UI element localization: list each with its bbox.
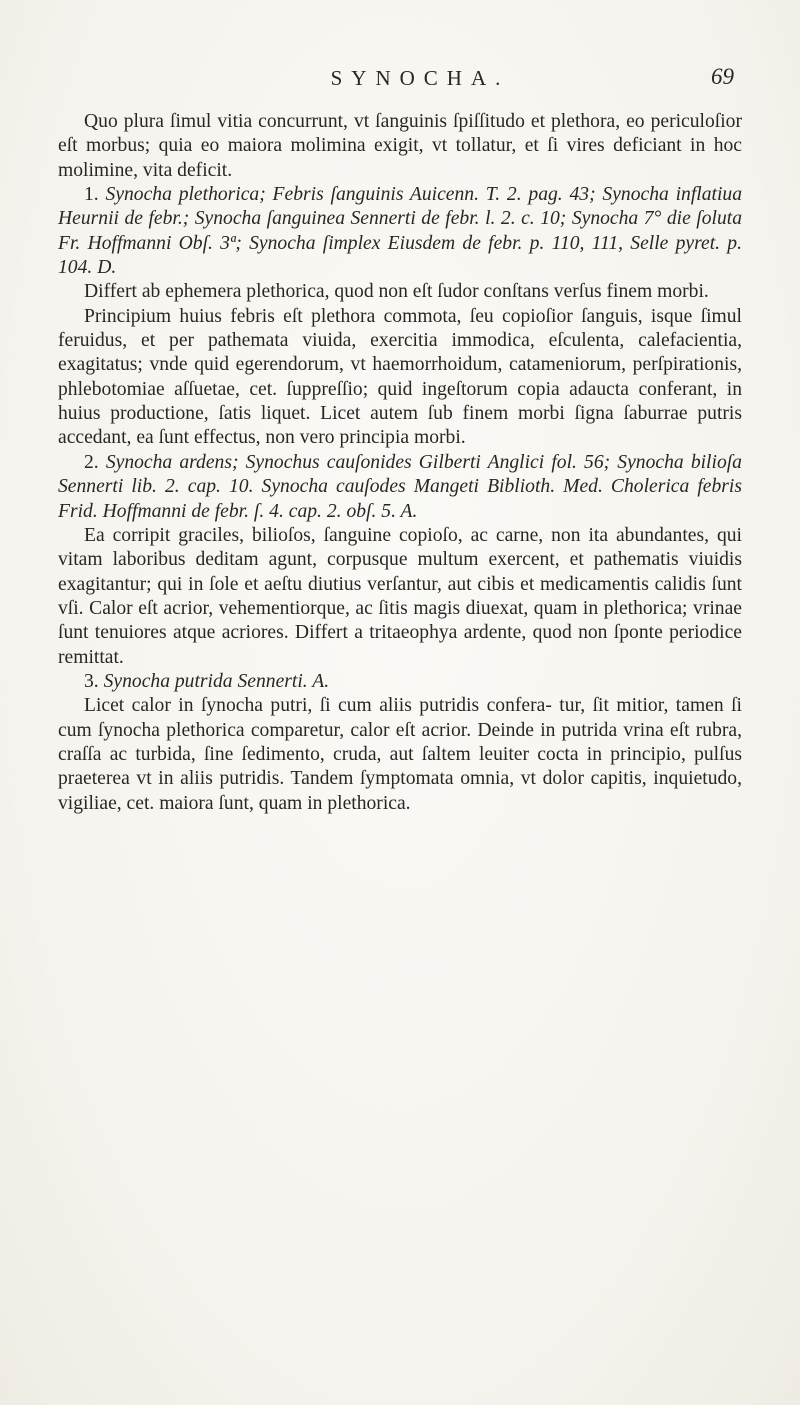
paragraph-text: Synocha ardens; Synochus cauſonides Gilberti Anglici fol. 56; Synocha bilioſa Sennerti lib. 2. cap. 10. Synocha cauſodes Mangeti Biblioth. Med. Cholerica febris Frid. Hoffmanni de febr. ſ. 4. cap. 2. obſ. 5. A. (58, 451, 742, 522)
paragraph-text: Licet calor in ſynocha putri, ſi cum aliis putridis confera- tur, ſit mitior, tamen ſi cum ſynocha plethorica comparetur, calor eſt acrior. Deinde in putrida vrina eſt rubra, craſſa ac turbida, ſine ſedimento, cruda, aut ſaltem leuiter cocta in principio, pulſus praeterea vt in aliis putridis. Tandem ſymptomata omnia, vt dolor capitis, inquietudo, vigiliae, cet. maiora ſunt, quam in plethorica. (58, 695, 742, 814)
item-number: 1. (84, 184, 99, 206)
paragraph-synocha-plethorica (58, 183, 742, 280)
paragraph-intro (58, 110, 742, 183)
paragraph-synocha-putrida (58, 670, 742, 694)
running-head: SYNOCHA. (330, 66, 510, 90)
paragraph-text: Principium huius febris eſt plethora commota, ſeu copioſior ſanguis, isque ſimul feruidus, et per pathemata viuida, exercitia immodica, eſculenta, calefacientia, exagitatus; vnde quid egerendorum, vt haemorrhoidum, catameniorum, perſpirationis, phlebotomiae aſſuetae, cet. ſuppreſſio; quid ingeſtorum copia adaucta conferant, in huius productione, ſatis liquet. Licet autem ſub finem morbi ſigna ſaburrae putris accedant, ea ſunt effectus, non vero principia morbi. (58, 305, 742, 449)
paragraph-licet-calor (58, 694, 742, 816)
paragraph-synocha-ardens (58, 451, 742, 524)
page-number: 69 (711, 64, 734, 89)
paragraph-differt (58, 280, 742, 304)
paragraph-text: Differt ab ephemera plethorica, quod non eſt ſudor conſtans verſus finem morbi. (84, 281, 709, 303)
page-header (58, 60, 742, 100)
paragraph-text: Synocha putrida Sennerti. A. (103, 670, 330, 692)
paragraph-text: Ea corripit graciles, bilioſos, ſanguine copioſo, ac carne, non ita abundantes, qui vitam laboribus deditam agunt, corpusque multum exercent, et pathematis viuidis exagitantur; qui in ſole et aeſtu diutius verſantur, aut cibis et medicamentis calidis ſunt vſi. Calor eſt acrior, vehementiorque, ac ſitis magis diuexat, quam in plethorica; vrinae ſunt tenuiores atque acriores. Differt a tritaeophya ardente, quod non ſponte periodice remittat. (58, 524, 742, 668)
paragraph-ea-corripit (58, 524, 742, 670)
body-text (58, 110, 742, 816)
paragraph-principium (58, 305, 742, 451)
paragraph-text: Quo plura ſimul vitia concurrunt, vt ſanguinis ſpiſſitudo et plethora, eo periculoſior eſt morbus; quia eo maiora molimina exigit, vt tollatur, et ſi vires deficiant in hoc molimine, vita deficit. (58, 111, 742, 181)
item-number: 3. (84, 670, 99, 692)
item-number: 2. (84, 451, 99, 473)
paragraph-text: Synocha plethorica; Febris ſanguinis Auicenn. T. 2. pag. 43; Synocha inflatiua Heurnii de febr.; Synocha ſanguinea Sennerti de febr. l. 2. c. 10; Synocha 7° die ſoluta Fr. Hoffmanni Obſ. 3ª; Synocha ſimplex Eiusdem de febr. p. 110, 111, Selle pyret. p. 104. D. (58, 184, 742, 279)
